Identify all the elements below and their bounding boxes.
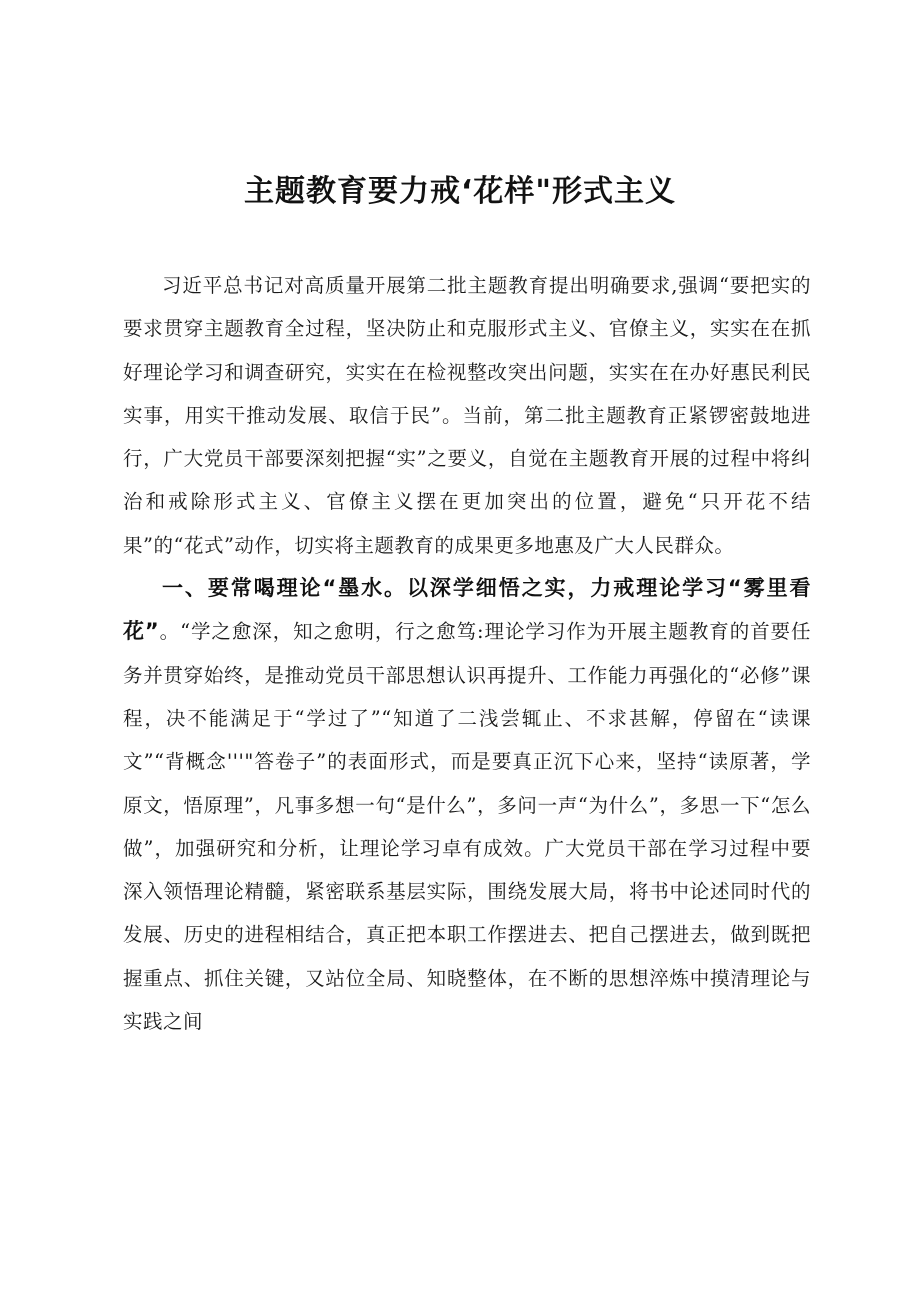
intro-paragraph-text: 习近平总书记对高质量开展第二批主题教育提出明确要求,强调“要把实的要求贯穿主题教育全过程，坚决防止和克服形式主义、官僚主义，实实在在抓好理论学习和调查研究，实实在在检视整改突出问题，实实在在办好惠民利民实事，用实干推动发展、取信于民”。当前，第二批主题教育正紧锣密鼓地进行，广大党员干部要深刻把握“实”之要义，自觉在主题教育开展的过程中将纠治和戒除形式主义、官僚主义摆在更加突出的位置，避免“只开花不结果”的“花式”动作，切实将主题教育的成果更多地惠及广大人民群众。 [123, 274, 811, 557]
intro-paragraph [123, 264, 811, 567]
document-title: 主题教育要力戒‘花样"形式主义 [243, 174, 677, 209]
document-body [123, 264, 811, 1043]
section-one-heading: 一、要常喝理论“墨水。以深学细悟之实，力戒理论学习“雾里看花” [123, 576, 811, 644]
section-one-paragraph [123, 567, 811, 1043]
section-one-text: 。“学之愈深，知之愈明，行之愈笃:理论学习作为开展主题教育的首要任务并贯穿始终，是推动党员干部思想认识再提升、工作能力再强化的“必修”课程，决不能满足于“学过了”“知道了二浅尝辄止、不求甚解，停留在“读课文”“背概念'''"答卷子”的表面形式，而是要真正沉下心来，坚持“读原著，学原文，悟原理”，凡事多想一句“是什么”，多问一声“为什么”，多思一下“怎么做”，加强研究和分析，让理论学习卓有成效。广大党员干部在学习过程中要深入领悟理论精髓，紧密联系基层实际，围绕发展大局，将书中论述同时代的发展、历史的进程相结合，真正把本职工作摆进去、把自己摆进去，做到既把握重点、抓住关键，又站位全局、知晓整体，在不断的思想淬炼中摸清理论与实践之间 [123, 620, 811, 1034]
